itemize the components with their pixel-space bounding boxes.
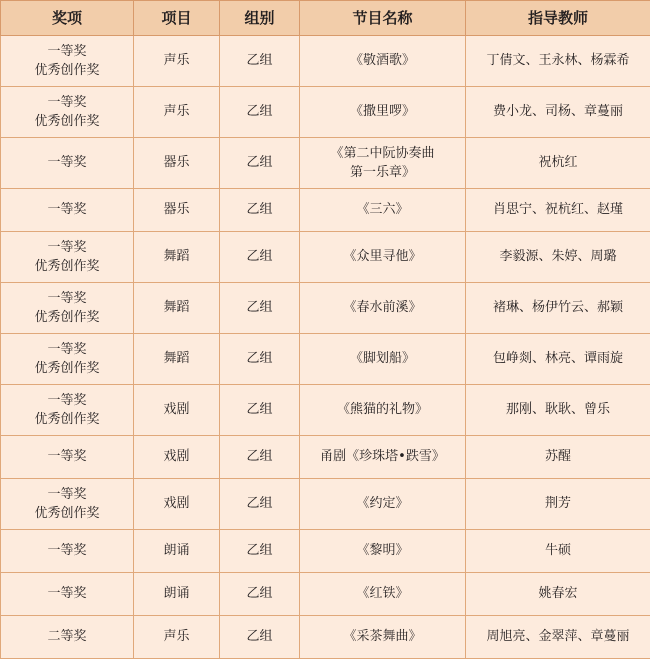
cell-group: 乙组 xyxy=(220,87,300,138)
cell-program-title-line: 《春水前溪》 xyxy=(303,299,462,317)
table-row xyxy=(1,573,650,616)
table-row xyxy=(1,385,650,436)
cell-program-title-line: 《三六》 xyxy=(303,201,462,219)
cell-group: 乙组 xyxy=(220,334,300,385)
cell-program-title xyxy=(300,573,466,616)
cell-program-title-line: 《脚划船》 xyxy=(303,350,462,368)
cell-category: 声乐 xyxy=(134,36,220,87)
cell-group: 乙组 xyxy=(220,385,300,436)
table-body xyxy=(1,36,650,659)
cell-award xyxy=(1,436,134,479)
cell-award xyxy=(1,87,134,138)
cell-program-title xyxy=(300,189,466,232)
cell-teacher: 费小龙、司杨、章蔓丽 xyxy=(466,87,650,138)
cell-teacher: 丁倩文、王永林、杨霖希 xyxy=(466,36,650,87)
cell-award-line: 一等奖 xyxy=(4,542,130,560)
cell-program-title xyxy=(300,479,466,530)
cell-group: 乙组 xyxy=(220,283,300,334)
table-row xyxy=(1,479,650,530)
cell-teacher: 姚春宏 xyxy=(466,573,650,616)
cell-award xyxy=(1,530,134,573)
table-row xyxy=(1,138,650,189)
cell-group: 乙组 xyxy=(220,530,300,573)
cell-group: 乙组 xyxy=(220,36,300,87)
cell-category: 戏剧 xyxy=(134,436,220,479)
cell-program-title xyxy=(300,616,466,659)
cell-award-line: 一等奖 xyxy=(4,201,130,219)
cell-program-title-line: 《采茶舞曲》 xyxy=(303,628,462,646)
cell-award xyxy=(1,385,134,436)
column-header-program-title: 节目名称 xyxy=(300,1,466,36)
cell-program-title-line: 甬剧《珍珠塔•跌雪》 xyxy=(303,448,462,466)
cell-group: 乙组 xyxy=(220,138,300,189)
cell-award-line: 一等奖 xyxy=(4,448,130,466)
cell-program-title-line: 《熊猫的礼物》 xyxy=(303,401,462,419)
cell-award-line: 一等奖 xyxy=(4,43,130,61)
cell-award xyxy=(1,138,134,189)
cell-award-line: 优秀创作奖 xyxy=(4,505,130,523)
cell-teacher: 李毅源、朱婷、周璐 xyxy=(466,232,650,283)
cell-category: 舞蹈 xyxy=(134,334,220,385)
cell-group: 乙组 xyxy=(220,189,300,232)
cell-program-title xyxy=(300,283,466,334)
cell-award xyxy=(1,189,134,232)
table-row xyxy=(1,87,650,138)
cell-program-title-line: 《红铁》 xyxy=(303,585,462,603)
cell-award xyxy=(1,334,134,385)
cell-award xyxy=(1,232,134,283)
cell-program-title-line: 《撒里啰》 xyxy=(303,103,462,121)
cell-category: 器乐 xyxy=(134,138,220,189)
cell-program-title xyxy=(300,530,466,573)
cell-teacher: 苏醒 xyxy=(466,436,650,479)
cell-program-title-line: 《约定》 xyxy=(303,495,462,513)
cell-group: 乙组 xyxy=(220,616,300,659)
cell-program-title xyxy=(300,138,466,189)
table-row xyxy=(1,36,650,87)
cell-program-title xyxy=(300,232,466,283)
table-row xyxy=(1,530,650,573)
cell-award-line: 优秀创作奖 xyxy=(4,113,130,131)
table-row xyxy=(1,436,650,479)
column-header-category: 项目 xyxy=(134,1,220,36)
cell-teacher: 周旭亮、金翠萍、章蔓丽 xyxy=(466,616,650,659)
cell-teacher: 包峥剡、林亮、谭雨旋 xyxy=(466,334,650,385)
cell-teacher: 那刚、耿耿、曾乐 xyxy=(466,385,650,436)
table-row xyxy=(1,283,650,334)
table-header xyxy=(1,1,650,36)
cell-group: 乙组 xyxy=(220,479,300,530)
cell-award xyxy=(1,283,134,334)
table-row xyxy=(1,616,650,659)
cell-award-line: 二等奖 xyxy=(4,628,130,646)
cell-category: 朗诵 xyxy=(134,573,220,616)
cell-category: 声乐 xyxy=(134,87,220,138)
table-row xyxy=(1,232,650,283)
cell-award-line: 优秀创作奖 xyxy=(4,309,130,327)
cell-program-title xyxy=(300,334,466,385)
cell-program-title-line: 《众里寻他》 xyxy=(303,248,462,266)
cell-award-line: 优秀创作奖 xyxy=(4,62,130,80)
cell-award-line: 一等奖 xyxy=(4,239,130,257)
cell-award-line: 一等奖 xyxy=(4,486,130,504)
cell-award xyxy=(1,573,134,616)
column-header-group: 组别 xyxy=(220,1,300,36)
cell-award xyxy=(1,616,134,659)
cell-teacher: 祝杭红 xyxy=(466,138,650,189)
cell-group: 乙组 xyxy=(220,232,300,283)
cell-teacher: 荆芳 xyxy=(466,479,650,530)
cell-teacher: 牛硕 xyxy=(466,530,650,573)
cell-program-title xyxy=(300,385,466,436)
cell-teacher: 肖思宁、祝杭红、赵瑾 xyxy=(466,189,650,232)
cell-award-line: 一等奖 xyxy=(4,585,130,603)
cell-award xyxy=(1,36,134,87)
cell-program-title xyxy=(300,36,466,87)
cell-category: 舞蹈 xyxy=(134,232,220,283)
column-header-award: 奖项 xyxy=(1,1,134,36)
cell-category: 朗诵 xyxy=(134,530,220,573)
cell-award-line: 优秀创作奖 xyxy=(4,360,130,378)
cell-program-title xyxy=(300,87,466,138)
cell-program-title-line: 《第二中阮协奏曲 xyxy=(303,145,462,163)
cell-award-line: 一等奖 xyxy=(4,154,130,172)
cell-award xyxy=(1,479,134,530)
cell-category: 戏剧 xyxy=(134,479,220,530)
cell-program-title-line: 第一乐章》 xyxy=(303,164,462,182)
table-row xyxy=(1,334,650,385)
cell-program-title-line: 《敬酒歌》 xyxy=(303,52,462,70)
cell-category: 戏剧 xyxy=(134,385,220,436)
cell-category: 器乐 xyxy=(134,189,220,232)
cell-award-line: 一等奖 xyxy=(4,290,130,308)
cell-group: 乙组 xyxy=(220,436,300,479)
cell-program-title xyxy=(300,436,466,479)
cell-group: 乙组 xyxy=(220,573,300,616)
cell-teacher: 褚琳、杨伊竹云、郝颖 xyxy=(466,283,650,334)
cell-award-line: 一等奖 xyxy=(4,341,130,359)
cell-award-line: 一等奖 xyxy=(4,392,130,410)
cell-category: 舞蹈 xyxy=(134,283,220,334)
cell-award-line: 优秀创作奖 xyxy=(4,258,130,276)
column-header-teacher: 指导教师 xyxy=(466,1,650,36)
table-row xyxy=(1,189,650,232)
cell-award-line: 优秀创作奖 xyxy=(4,411,130,429)
table-header-row xyxy=(1,1,650,36)
cell-category: 声乐 xyxy=(134,616,220,659)
cell-program-title-line: 《黎明》 xyxy=(303,542,462,560)
cell-award-line: 一等奖 xyxy=(4,94,130,112)
